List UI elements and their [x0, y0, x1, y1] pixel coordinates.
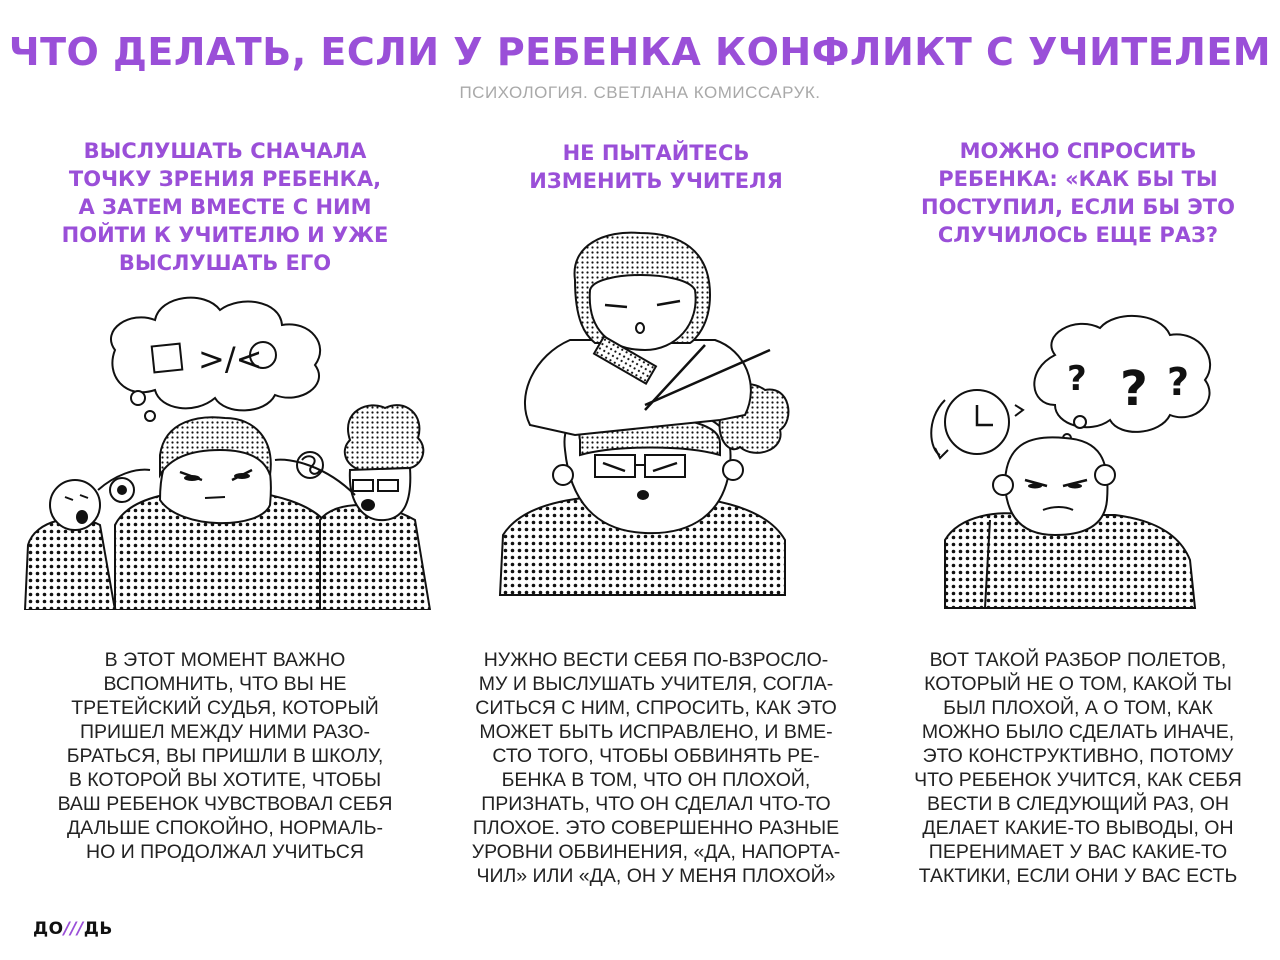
heading-line: ВЫСЛУШАТЬ СНАЧАЛА	[83, 139, 367, 163]
column-3-heading	[868, 137, 1280, 249]
clock-icon	[931, 390, 1023, 458]
thought-symbol: ?	[1167, 360, 1190, 404]
logo-text: ДЬ	[83, 919, 113, 939]
heading-line: ИЗМЕНИТЬ УЧИТЕЛЯ	[529, 169, 783, 193]
body-line: ЭТО КОНСТРУКТИВНО, ПОТОМУ	[922, 745, 1234, 767]
column-1-body	[15, 648, 435, 864]
logo-mark-icon: ///	[63, 919, 84, 939]
body-line: БЫЛ ПЛОХОЙ, А О ТОМ, КАК	[943, 697, 1213, 719]
body-line: СТО ТОГО, ЧТОБЫ ОБВИНЯТЬ РЕ-	[492, 745, 820, 767]
body-line: ВАШ РЕБЕНОК ЧУВСТВОВАЛ СЕБЯ	[57, 793, 393, 815]
body-line: НО И ПРОДОЛЖАЛ УЧИТЬСЯ	[86, 841, 364, 863]
body-line: КОТОРЫЙ НЕ О ТОМ, КАКОЙ ТЫ	[924, 673, 1232, 695]
body-line: ДАЛЬШЕ СПОКОЙНО, НОРМАЛЬ-	[66, 817, 383, 839]
page-subtitle: ПСИХОЛОГИЯ. СВЕТЛАНА КОМИССАРУК.	[459, 83, 821, 102]
body-line: МУ И ВЫСЛУШАТЬ УЧИТЕЛЯ, СОГЛА-	[478, 673, 834, 695]
body-line: ДЕЛАЕТ КАКИЕ-ТО ВЫВОДЫ, ОН	[922, 817, 1234, 839]
body-line: МОЖНО БЫЛО СДЕЛАТЬ ИНАЧЕ,	[921, 721, 1235, 743]
body-line: БРАТЬСЯ, ВЫ ПРИШЛИ В ШКОЛУ,	[66, 745, 384, 767]
column-2-heading	[446, 139, 866, 195]
illustration-parent-and-teacher	[495, 225, 795, 600]
logo-text: ДО	[33, 919, 64, 939]
page-title: ЧТО ДЕЛАТЬ, ЕСЛИ У РЕБЕНКА КОНФЛИКТ С УЧИТЕЛЕМ	[8, 30, 1272, 74]
body-line: ПЛОХОЕ. ЭТО СОВЕРШЕННО РАЗНЫЕ	[472, 817, 840, 839]
heading-line: МОЖНО СПРОСИТЬ	[959, 139, 1197, 163]
heading-line: ТОЧКУ ЗРЕНИЯ РЕБЕНКА,	[68, 167, 382, 191]
column-1-heading	[15, 137, 435, 277]
heading-line: СЛУЧИЛОСЬ ЕЩЕ РАЗ?	[937, 223, 1219, 247]
body-line: ПЕРЕНИМАЕТ У ВАС КАКИЕ-ТО	[928, 841, 1228, 863]
illustration-child-thinking	[915, 310, 1215, 610]
heading-line: А ЗАТЕМ ВМЕСТЕ С НИМ	[78, 195, 372, 219]
body-line: ЧИЛ» ИЛИ «ДА, ОН У МЕНЯ ПЛОХОЙ»	[476, 865, 836, 887]
body-line: ТАКТИКИ, ЕСЛИ ОНИ У ВАС ЕСТЬ	[918, 865, 1238, 887]
body-line: ТРЕТЕЙСКИЙ СУДЬЯ, КОТОРЫЙ	[71, 697, 379, 719]
heading-line: РЕБЕНКА: «КАК БЫ ТЫ	[938, 167, 1218, 191]
heading-line: ВЫСЛУШАТЬ ЕГО	[118, 251, 332, 275]
body-line: ПРИЗНАТЬ, ЧТО ОН СДЕЛАЛ ЧТО-ТО	[481, 793, 831, 815]
body-line: ВЕСТИ В СЛЕДУЮЩИЙ РАЗ, ОН	[926, 793, 1230, 815]
body-line: НУЖНО ВЕСТИ СЕБЯ ПО-ВЗРОСЛО-	[483, 649, 829, 671]
body-line: В КОТОРОЙ ВЫ ХОТИТЕ, ЧТОБЫ	[68, 769, 382, 791]
illustration-family-conflict	[20, 290, 440, 610]
thought-symbol: ?	[1120, 361, 1148, 417]
body-line: ЧТО РЕБЕНОК УЧИТСЯ, КАК СЕБЯ	[914, 769, 1242, 791]
body-line: ВОТ ТАКОЙ РАЗБОР ПОЛЕТОВ,	[929, 649, 1227, 671]
heading-line: ПОСТУПИЛ, ЕСЛИ БЫ ЭТО	[921, 195, 1235, 219]
body-line: ВСПОМНИТЬ, ЧТО ВЫ НЕ	[103, 673, 347, 695]
body-line: БЕНКА В ТОМ, ЧТО ОН ПЛОХОЙ,	[501, 769, 811, 791]
thought-symbol: >/<	[198, 340, 263, 378]
body-line: ПРИШЕЛ МЕЖДУ НИМИ РАЗО-	[79, 721, 371, 743]
body-line: В ЭТОТ МОМЕНТ ВАЖНО	[104, 649, 346, 671]
logo	[33, 919, 113, 939]
body-line: МОЖЕТ БЫТЬ ИСПРАВЛЕНО, И ВМЕ-	[479, 721, 833, 743]
thought-symbol: ?	[1067, 359, 1087, 399]
heading-line: НЕ ПЫТАЙТЕСЬ	[562, 141, 750, 165]
heading-line: ПОЙТИ К УЧИТЕЛЮ И УЖЕ	[61, 223, 389, 247]
body-line: УРОВНИ ОБВИНЕНИЯ, «ДА, НАПОРТА-	[471, 841, 841, 863]
column-2-body	[446, 648, 866, 888]
body-line: СИТЬСЯ С НИМ, СПРОСИТЬ, КАК ЭТО	[475, 697, 837, 719]
column-3-body	[868, 648, 1280, 888]
